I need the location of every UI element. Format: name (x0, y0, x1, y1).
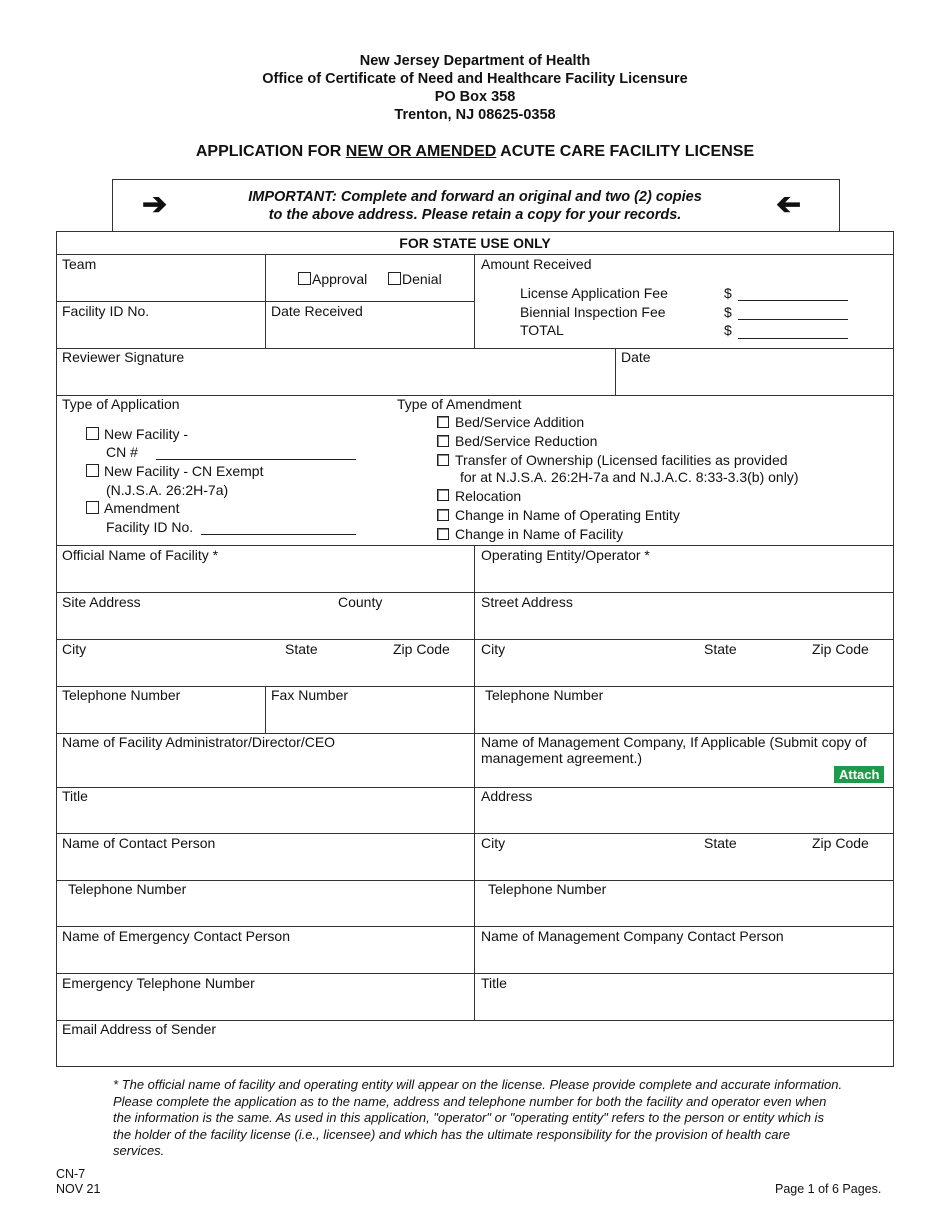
transfer-ownership-checkbox[interactable] (437, 454, 449, 466)
facility-id-label: Facility ID No. (62, 303, 150, 319)
operator-zip-label: Zip Code (812, 641, 869, 657)
contact-telephone-label: Telephone Number (68, 881, 187, 897)
amount-received-label: Amount Received (481, 256, 592, 272)
approval-label: Approval (312, 271, 368, 287)
denial-checkbox[interactable] (388, 272, 401, 285)
new-facility-exempt-label: New Facility - CN Exempt (104, 463, 264, 479)
dollar-sign: $ (724, 322, 732, 338)
amendment-label: Amendment (104, 500, 180, 516)
relocation-label: Relocation (455, 488, 522, 504)
bed-reduction-checkbox[interactable] (437, 435, 449, 447)
mgmt-zip-label: Zip Code (812, 835, 869, 851)
njsa-label: (N.J.S.A. 26:2H-7a) (106, 482, 229, 498)
office-name: Office of Certificate of Need and Healthcare Facility Licensure (262, 71, 688, 87)
new-facility-label: New Facility - (104, 426, 189, 442)
page-info: Page 1 of 6 Pages. (775, 1182, 882, 1196)
mgmt-contact-label: Name of Management Company Contact Person (481, 928, 784, 944)
email-label: Email Address of Sender (62, 1021, 217, 1037)
street-address-label: Street Address (481, 594, 573, 610)
left-arrow-icon: ➔ (776, 188, 802, 221)
mgmt-state-label: State (704, 835, 737, 851)
cn-label: CN # (106, 444, 138, 460)
site-city-label: City (62, 641, 87, 657)
denial-label: Denial (402, 271, 442, 287)
operator-telephone-label: Telephone Number (485, 687, 604, 703)
amendment-checkbox[interactable] (86, 501, 99, 514)
form-date: NOV 21 (56, 1182, 101, 1196)
form-id: CN-7 (56, 1167, 86, 1181)
administrator-label: Name of Facility Administrator/Director/CEO (62, 734, 336, 750)
footnote: * The official name of facility and operating entity will appear on the license. Please provide complete and accurate information. Please complete the application as to the name, address and telephone number for both the facility and operator even when the information is the same. As used in this application, "operator" or "operating entity" refers to the person or entity which is the holder of the facility license (i.e., licensee) and which has the ultimate responsibility for the provision of health care services. (113, 1077, 843, 1158)
facility-telephone-label: Telephone Number (62, 687, 181, 703)
city-zip: Trenton, NJ 08625-0358 (394, 107, 556, 123)
form-title: APPLICATION FOR NEW OR AMENDED ACUTE CARE FACILITY LICENSE (195, 143, 755, 160)
po-box: PO Box 358 (434, 89, 516, 105)
contact-person-label: Name of Contact Person (62, 835, 216, 851)
license-fee-field[interactable] (738, 300, 848, 301)
mgmt-company-label-cont: management agreement.) (481, 750, 643, 766)
transfer-ownership-label: Transfer of Ownership (Licensed facilities as provided (455, 452, 788, 468)
emergency-phone-label: Emergency Telephone Number (62, 975, 255, 991)
facility-id-app-label: Facility ID No. (106, 519, 194, 535)
operator-state-label: State (704, 641, 737, 657)
operating-entity-name-label: Change in Name of Operating Entity (455, 507, 680, 523)
approval-checkbox[interactable] (298, 272, 311, 285)
right-arrow-icon: ➔ (142, 188, 168, 221)
total-label: TOTAL (520, 322, 564, 338)
facility-name-label: Change in Name of Facility (455, 526, 624, 542)
dollar-sign: $ (724, 304, 732, 320)
county-label: County (338, 594, 383, 610)
team-label: Team (62, 256, 97, 272)
application-type-heading: Type of Application (62, 396, 180, 412)
official-name-label: Official Name of Facility * (62, 547, 219, 563)
fax-label: Fax Number (271, 687, 349, 703)
operator-label: Operating Entity/Operator * (481, 547, 650, 563)
mgmt-city-label: City (481, 835, 506, 851)
operating-entity-name-checkbox[interactable] (437, 509, 449, 521)
mgmt-company-label: Name of Management Company, If Applicable (Submit copy of (481, 734, 867, 750)
dollar-sign: $ (724, 285, 732, 301)
title-label: Title (62, 788, 88, 804)
facility-name-checkbox[interactable] (437, 528, 449, 540)
bed-addition-label: Bed/Service Addition (455, 414, 585, 430)
important-text: IMPORTANT: Complete and forward an original and two (2) copies to the above address. Please retain a copy for your records. (248, 189, 702, 223)
mgmt-telephone-label: Telephone Number (488, 881, 607, 897)
mgmt-title-label: Title (481, 975, 507, 991)
total-field[interactable] (738, 338, 848, 339)
date-received-label: Date Received (271, 303, 363, 319)
operator-city-label: City (481, 641, 506, 657)
site-address-label: Site Address (62, 594, 141, 610)
new-facility-checkbox[interactable] (86, 427, 99, 440)
transfer-ownership-cont: for at N.J.S.A. 26:2H-7a and N.J.A.C. 8:33-3.3(b) only) (460, 469, 799, 485)
amendment-type-heading: Type of Amendment (397, 396, 522, 412)
state-use-heading: FOR STATE USE ONLY (399, 235, 551, 251)
cn-number-field[interactable] (156, 459, 356, 460)
license-fee-label: License Application Fee (520, 285, 668, 301)
date-label: Date (621, 349, 651, 365)
site-zip-label: Zip Code (393, 641, 450, 657)
reviewer-signature-label: Reviewer Signature (62, 349, 185, 365)
bed-reduction-label: Bed/Service Reduction (455, 433, 598, 449)
new-facility-exempt-checkbox[interactable] (86, 464, 99, 477)
emergency-contact-label: Name of Emergency Contact Person (62, 928, 290, 944)
mgmt-address-label: Address (481, 788, 533, 804)
bed-addition-checkbox[interactable] (437, 416, 449, 428)
site-state-label: State (285, 641, 318, 657)
attach-button[interactable]: Attach (834, 766, 884, 783)
facility-id-field[interactable] (201, 534, 356, 535)
inspection-fee-label: Biennial Inspection Fee (520, 304, 666, 320)
relocation-checkbox[interactable] (437, 489, 449, 501)
agency-name: New Jersey Department of Health (359, 53, 591, 69)
inspection-fee-field[interactable] (738, 319, 848, 320)
